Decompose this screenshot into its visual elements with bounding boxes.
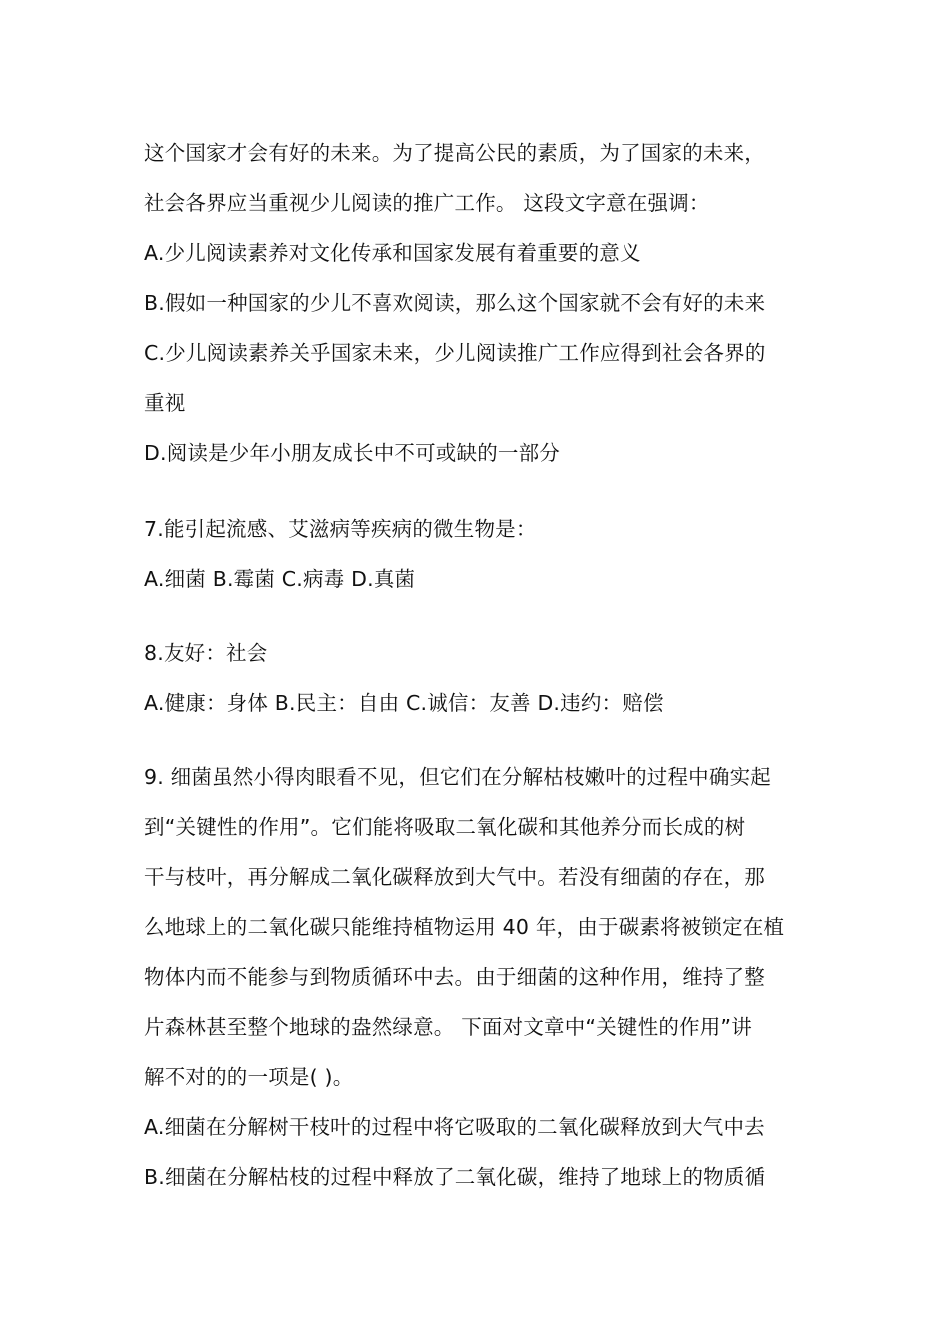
spacer <box>144 728 812 752</box>
question-9-option-a: A.细菌在分解树干枝叶的过程中将它吸取的二氧化碳释放到大气中去 <box>144 1115 765 1139</box>
option-c: C.少儿阅读素养关乎国家未来，少儿阅读推广工作应得到社会各界的 <box>144 341 766 365</box>
question-7-options: A.细菌 B.霉菌 C.病毒 D.真菌 <box>144 567 416 591</box>
passage-line: 社会各界应当重视少儿阅读的推广工作。 这段文字意在强调： <box>144 191 710 215</box>
spacer <box>144 604 812 628</box>
question-8-options: A.健康：身体 B.民主：自由 C.诚信：友善 D.违约：赔偿 <box>144 691 664 715</box>
option-c-continued: 重视 <box>144 391 186 415</box>
document-body <box>144 128 812 1202</box>
option-b: B.假如一种国家的少儿不喜欢阅读，那么这个国家就不会有好的未来 <box>144 291 766 315</box>
option-d: D.阅读是少年小朋友成长中不可或缺的一部分 <box>144 441 561 465</box>
question-9-option-b: B.细菌在分解枯枝的过程中释放了二氧化碳，维持了地球上的物质循 <box>144 1165 766 1189</box>
question-7-stem: 7.能引起流感、艾滋病等疾病的微生物是： <box>144 517 537 541</box>
passage-line: 这个国家才会有好的未来。为了提高公民的素质，为了国家的未来， <box>144 141 765 165</box>
question-9-line: 到“关键性的作用”。它们能将吸取二氧化碳和其他养分而长成的树 <box>144 815 746 839</box>
question-9-line: 片森林甚至整个地球的盎然绿意。 下面对文章中“关键性的作用”讲 <box>144 1015 752 1039</box>
question-9-line: 物体内而不能参与到物质循环中去。由于细菌的这种作用，维持了整 <box>144 965 765 989</box>
question-9-line: 么地球上的二氧化碳只能维持植物运用 40 年，由于碳素将被锁定在植 <box>144 915 785 939</box>
question-8-stem: 8.友好：社会 <box>144 641 268 665</box>
spacer <box>144 478 812 504</box>
question-9-line: 解不对的的一项是( )。 <box>144 1065 354 1089</box>
question-9-line: 干与枝叶，再分解成二氧化碳释放到大气中。若没有细菌的存在，那 <box>144 865 765 889</box>
question-9-line: 9. 细菌虽然小得肉眼看不见，但它们在分解枯枝嫩叶的过程中确实起 <box>144 765 771 789</box>
option-a: A.少儿阅读素养对文化传承和国家发展有着重要的意义 <box>144 241 641 265</box>
